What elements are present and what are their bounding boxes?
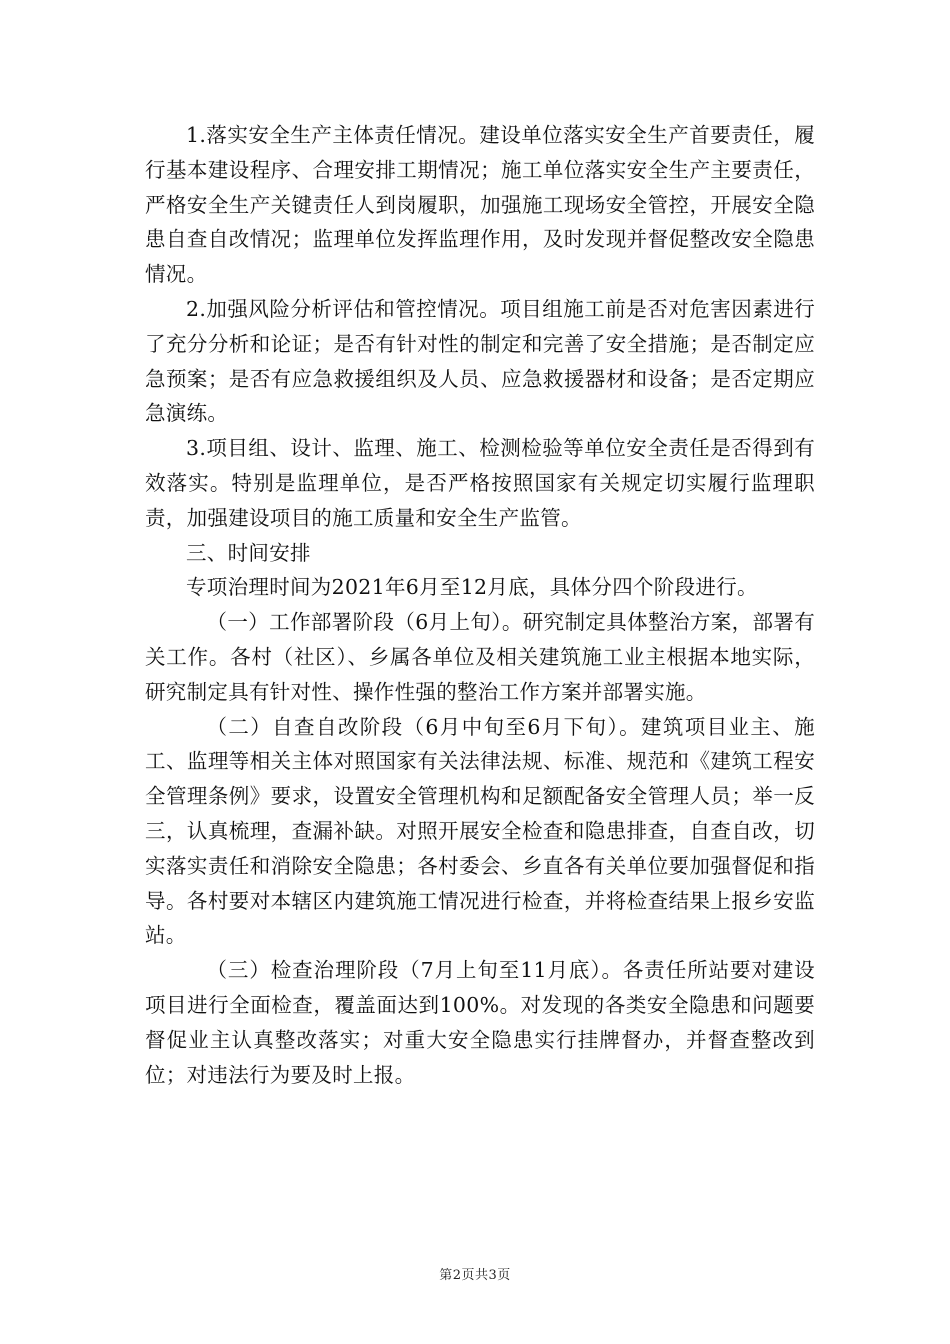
paragraph-schedule-intro: 专项治理时间为2021年6月至12月底，具体分四个阶段进行。 bbox=[186, 575, 758, 600]
page-number-footer: 第2页共3页 bbox=[439, 1268, 511, 1283]
paragraph-stage-1: （一）工作部署阶段（6月上旬）。研究制定具体整治方案，部署有关工作。各村（社区）、乡属各单位及相关建筑施工业主根据本地实际，研究制定具有针对性、操作性强的整治工作方案并部署实施。 bbox=[145, 610, 815, 704]
paragraph-item-3: 3.项目组、设计、监理、施工、检测检验等单位安全责任是否得到有效落实。特别是监理单位，是否严格按照国家有关规定切实履行监理职责，加强建设项目的施工质量和安全生产监管。 bbox=[145, 436, 815, 530]
paragraph-stage-2: （二）自查自改阶段（6月中旬至6月下旬）。建筑项目业主、施工、监理等相关主体对照国家有关法律法规、标准、规范和《建筑工程安全管理条例》要求，设置安全管理机构和足额配备安全管理人员；举一反三，认真梳理，查漏补缺。对照开展安全检查和隐患排查，自查自改，切实落实责任和消除安全隐患；各村委会、乡直各有关单位要加强督促和指导。各村要对本辖区内建筑施工情况进行检查，并将检查结果上报乡安监站。 bbox=[145, 714, 815, 948]
document-body bbox=[145, 118, 815, 1092]
paragraph-item-2: 2.加强风险分析评估和管控情况。项目组施工前是否对危害因素进行了充分分析和论证；是否有针对性的制定和完善了安全措施；是否制定应急预案；是否有应急救援组织及人员、应急救援器材和设备；是否定期应急演练。 bbox=[145, 296, 815, 426]
paragraph-stage-3: （三）检查治理阶段（7月上旬至11月底）。各责任所站要对建设项目进行全面检查，覆盖面达到100%。对发现的各类安全隐患和问题要督促业主认真整改落实；对重大安全隐患实行挂牌督办，并督查整改到位；对违法行为要及时上报。 bbox=[145, 958, 815, 1087]
paragraph-item-1: 1.落实安全生产主体责任情况。建设单位落实安全生产首要责任，履行基本建设程序、合理安排工期情况；施工单位落实安全生产主要责任，严格安全生产关键责任人到岗履职，加强施工现场安全管控，开展安全隐患自查自改情况；监理单位发挥监理作用，及时发现并督促整改安全隐患情况。 bbox=[145, 123, 815, 287]
section-heading-time-schedule: 三、时间安排 bbox=[186, 540, 311, 565]
